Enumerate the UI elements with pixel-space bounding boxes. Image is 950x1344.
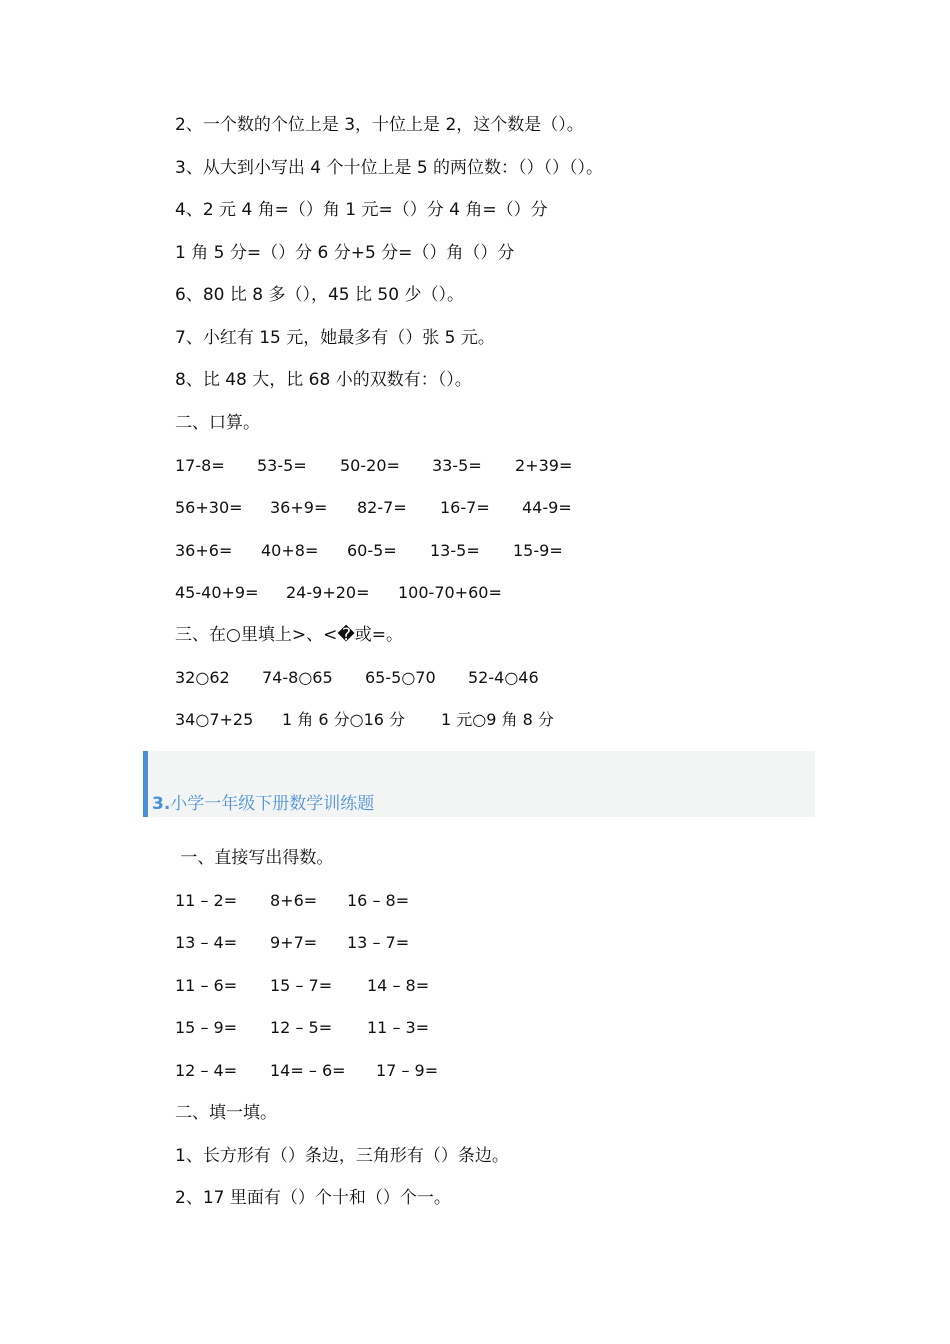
section-number: 3. (152, 794, 171, 814)
oral-row (175, 582, 502, 604)
oral-item: 36+9= (270, 498, 328, 517)
question-8: 8、比 48 大，比 68 小的双数有：（）。 (175, 370, 472, 390)
calc-item: 14 – 8= (367, 976, 430, 995)
compare-item: 52-4○46 (468, 668, 539, 687)
calc-item: 8+6= (270, 891, 318, 910)
calc-item: 12 – 4= (175, 1061, 238, 1080)
question-3: 3、从大到小写出 4 个十位上是 5 的两位数：（）（）（）。 (175, 158, 604, 178)
oral-item: 13-5= (430, 541, 480, 560)
compare-heading: 三、在○里填上>、<�或=。 (175, 625, 403, 645)
oral-item: 100-70+60= (398, 583, 502, 602)
calc-item: 14= – 6= (270, 1061, 346, 1080)
oral-item: 82-7= (357, 498, 407, 517)
section-title-text: 小学一年级下册数学训练题 (170, 794, 375, 814)
oral-item: 2+39= (515, 456, 573, 475)
direct-answer-heading: 一、直接写出得数。 (175, 848, 334, 868)
section-header (143, 751, 815, 817)
compare-item: 34○7+25 (175, 710, 254, 729)
calc-item: 15 – 7= (270, 976, 333, 995)
calc-row (175, 890, 410, 912)
calc-item: 11 – 2= (175, 891, 238, 910)
fill-question-2: 2、17 里面有（）个十和（）个一。 (175, 1188, 451, 1208)
oral-item: 17-8= (175, 456, 225, 475)
question-4-line-1: 4、2 元 4 角=（）角 1 元=（）分 4 角=（）分 (175, 200, 548, 220)
oral-row (175, 497, 572, 519)
fill-in-heading: 二、填一填。 (175, 1103, 277, 1123)
calc-row (175, 1060, 439, 1082)
oral-item: 56+30= (175, 498, 243, 517)
question-4-line-2: 1 角 5 分=（）分 6 分+5 分=（）角（）分 (175, 243, 515, 263)
question-7: 7、小红有 15 元，她最多有（）张 5 元。 (175, 328, 495, 348)
oral-item: 50-20= (340, 456, 400, 475)
calc-item: 17 – 9= (376, 1061, 439, 1080)
calc-item: 13 – 4= (175, 933, 238, 952)
calc-item: 13 – 7= (347, 933, 410, 952)
calc-row (175, 1017, 430, 1039)
oral-item: 45-40+9= (175, 583, 259, 602)
oral-item: 53-5= (257, 456, 307, 475)
oral-item: 16-7= (440, 498, 490, 517)
calc-item: 9+7= (270, 933, 318, 952)
compare-item: 1 角 6 分○16 分 (282, 710, 406, 729)
oral-row (175, 455, 573, 477)
oral-row (175, 540, 563, 562)
oral-item: 24-9+20= (286, 583, 370, 602)
compare-item: 74-8○65 (262, 668, 333, 687)
calc-item: 11 – 3= (367, 1018, 430, 1037)
question-2: 2、一个数的个位上是 3，十位上是 2，这个数是（）。 (175, 115, 584, 135)
oral-item: 33-5= (432, 456, 482, 475)
oral-item: 44-9= (522, 498, 572, 517)
oral-item: 15-9= (513, 541, 563, 560)
calc-item: 11 – 6= (175, 976, 238, 995)
compare-row (175, 667, 539, 689)
compare-item: 1 元○9 角 8 分 (441, 710, 554, 729)
oral-heading: 二、口算。 (175, 413, 260, 433)
calc-item: 16 – 8= (347, 891, 410, 910)
oral-item: 36+6= (175, 541, 233, 560)
calc-row (175, 932, 410, 954)
oral-item: 40+8= (261, 541, 319, 560)
compare-row (175, 709, 554, 731)
section-title (152, 793, 374, 815)
compare-item: 32○62 (175, 668, 230, 687)
question-6: 6、80 比 8 多（），45 比 50 少（）。 (175, 285, 464, 305)
calc-row (175, 975, 430, 997)
calc-item: 12 – 5= (270, 1018, 333, 1037)
fill-question-1: 1、长方形有（）条边，三角形有（）条边。 (175, 1146, 509, 1166)
compare-item: 65-5○70 (365, 668, 436, 687)
oral-item: 60-5= (347, 541, 397, 560)
calc-item: 15 – 9= (175, 1018, 238, 1037)
